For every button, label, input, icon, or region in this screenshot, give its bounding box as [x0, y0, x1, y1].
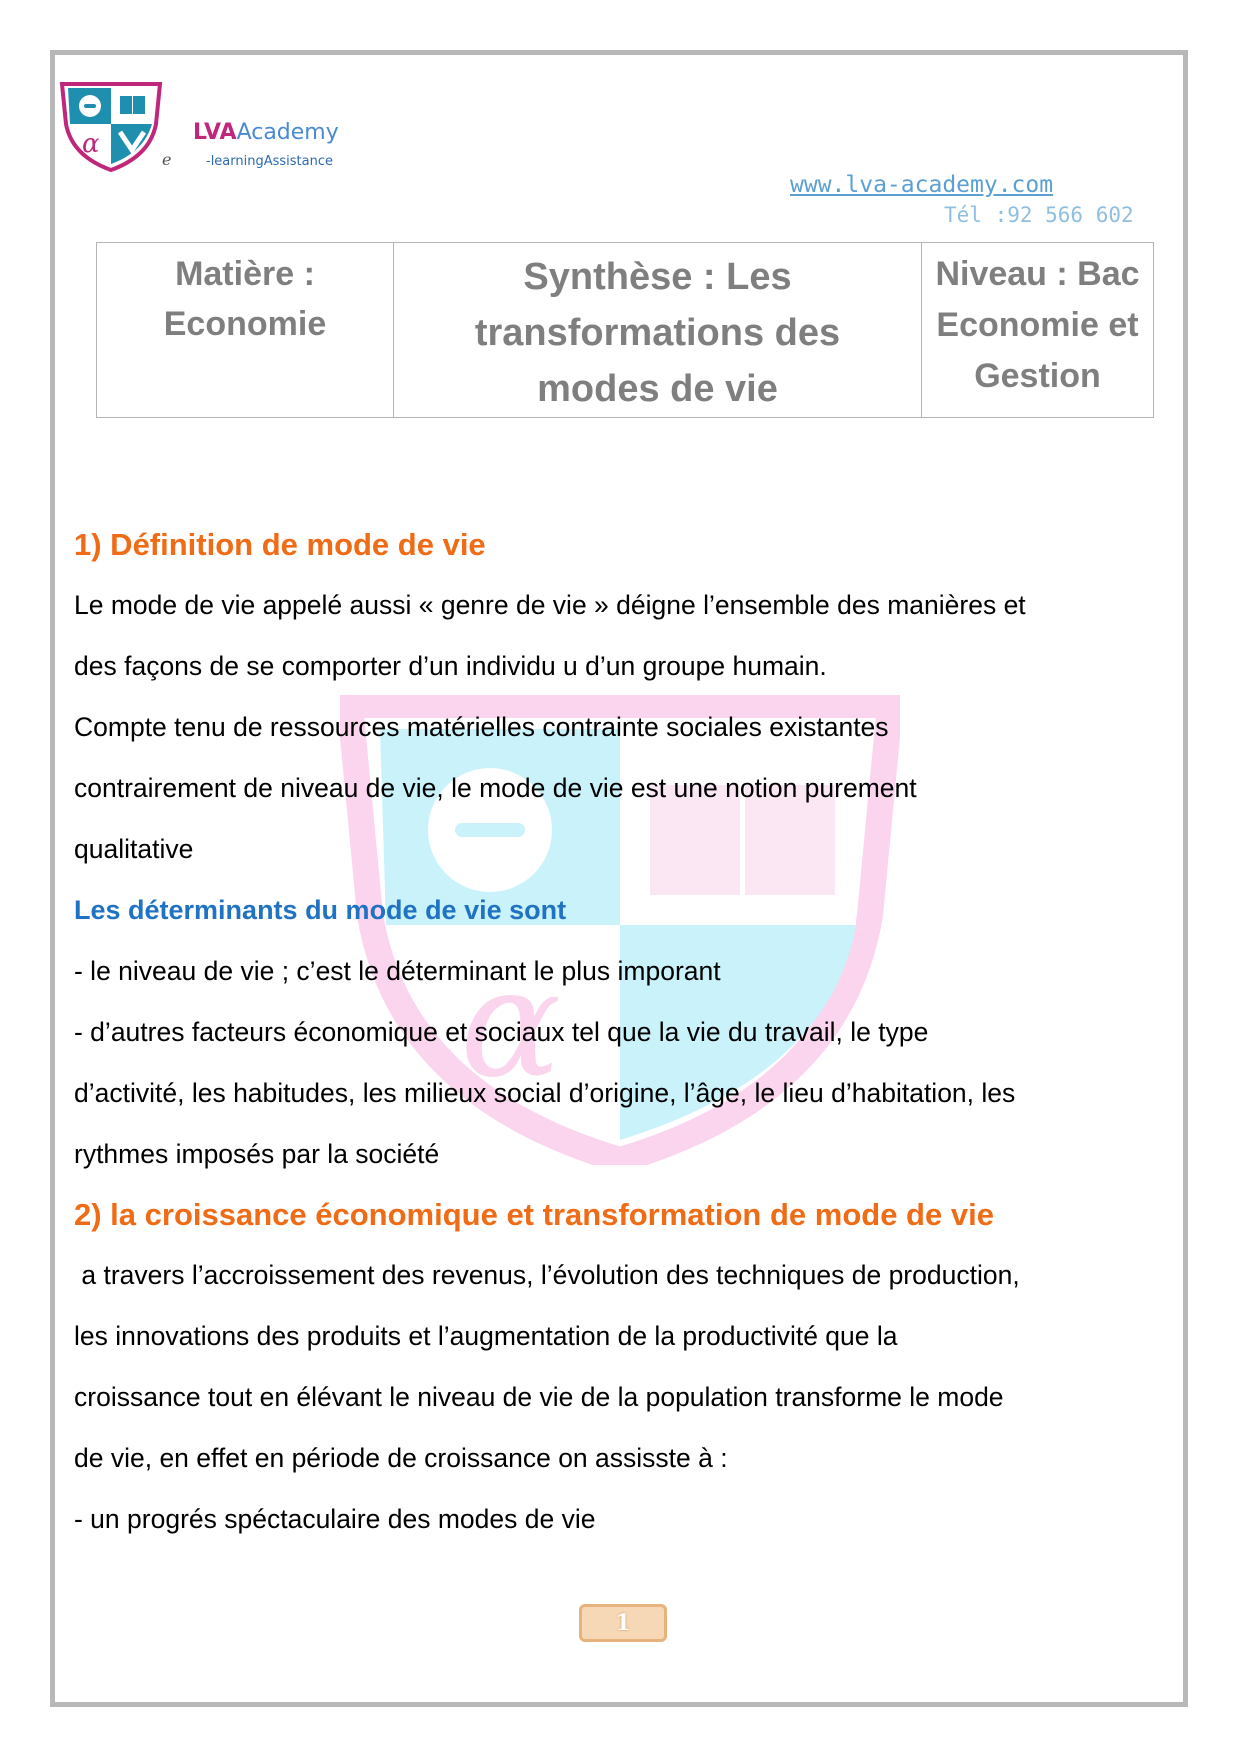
title-line-2: transformations des — [474, 312, 841, 354]
title-cell — [394, 243, 922, 418]
section-1-line: Le mode de vie appelé aussi « genre de vie » déigne l’ensemble des manières et — [74, 590, 1026, 620]
determinants-line: d’activité, les habitudes, les milieux social d’origine, l’âge, le lieu d’habitation, les — [74, 1078, 1016, 1108]
page-number-badge: 1 — [579, 1604, 667, 1642]
determinants-line: - d’autres facteurs économique et sociaux tel que la vie du travail, le type — [74, 1017, 929, 1047]
title-line-1: Synthèse : Les — [523, 256, 792, 298]
matiere-cell — [97, 243, 394, 418]
brand-academy: Academy — [236, 120, 339, 145]
section-1-line: des façons de se comporter d’un individu u d’un groupe humain. — [74, 651, 827, 681]
brand-tagline: -learningAssistance — [206, 154, 333, 169]
document-body — [74, 515, 1164, 1550]
section-2-title: 2) la croissance économique et transformation de mode de vie — [74, 1197, 994, 1232]
section-2-line: croissance tout en élévant le niveau de vie de la population transforme le mode — [74, 1382, 1004, 1412]
brand-name — [193, 120, 339, 146]
website-link[interactable]: www.lva-academy.com — [790, 172, 1054, 198]
svg-text:α: α — [460, 937, 562, 1111]
section-1-line: contrairement de niveau de vie, le mode de vie est une notion purement — [74, 773, 917, 803]
matiere-label: Matière : — [175, 255, 315, 293]
section-2-line: - un progrés spéctaculaire des modes de vie — [74, 1504, 596, 1534]
brand-lva: LVA — [193, 120, 237, 145]
section-2-line: les innovations des produits et l’augmentation de la productivité que la — [74, 1321, 898, 1351]
niveau-line-3: Gestion — [974, 357, 1101, 395]
brand-e-letter: e — [162, 150, 172, 169]
section-2-line: a travers l’accroissement des revenus, l’évolution des techniques de production, — [74, 1260, 1020, 1290]
niveau-line-1: Niveau : Bac — [935, 255, 1140, 293]
section-2-line: de vie, en effet en période de croissance on assisste à : — [74, 1443, 728, 1473]
title-line-3: modes de vie — [537, 368, 778, 410]
section-1-title: 1) Définition de mode de vie — [74, 527, 486, 562]
section-1-line: Compte tenu de ressources matérielles contrainte sociales existantes — [74, 712, 889, 742]
matiere-value: Economie — [163, 305, 327, 343]
determinants-line: rythmes imposés par la société — [74, 1139, 440, 1169]
lva-logo-icon — [58, 80, 164, 172]
header-table — [96, 242, 1154, 418]
determinants-line: - le niveau de vie ; c’est le déterminant le plus imporant — [74, 956, 721, 986]
niveau-cell — [922, 243, 1154, 418]
determinants-subtitle: Les déterminants du mode de vie sont — [74, 895, 567, 925]
svg-text:α: α — [82, 129, 100, 159]
niveau-line-2: Economie et — [936, 306, 1139, 344]
section-1-line: qualitative — [74, 834, 194, 864]
phone-number: Tél :92 566 602 — [944, 203, 1134, 227]
